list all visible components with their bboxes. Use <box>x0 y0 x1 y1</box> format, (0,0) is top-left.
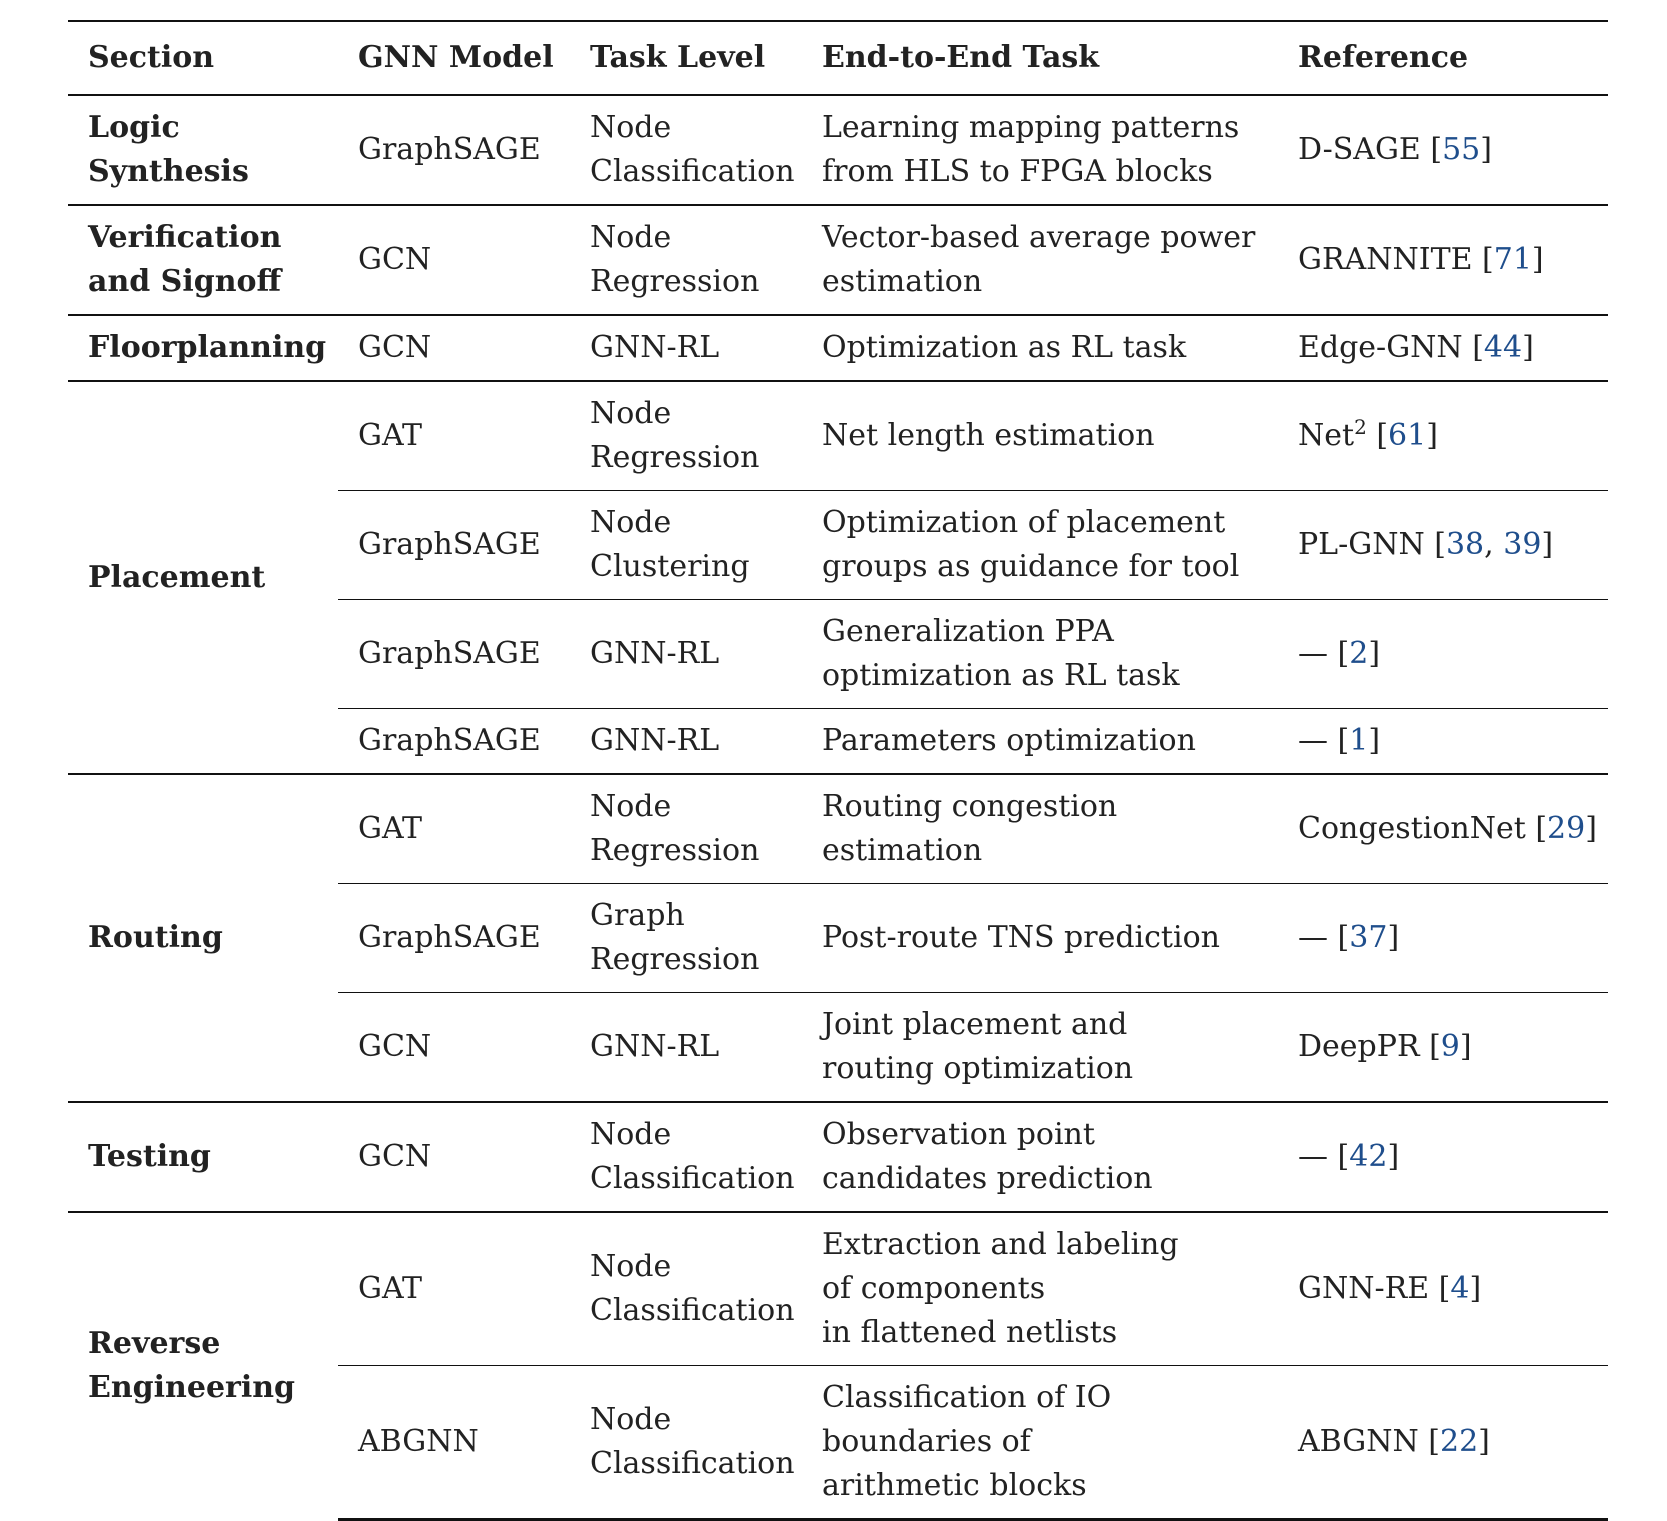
reference-name: PL-GNN <box>1298 527 1425 562</box>
table-row <box>68 95 1608 205</box>
section-label: Floorplanning <box>88 330 327 365</box>
section-cell <box>68 381 338 774</box>
header-reference: Reference <box>1298 40 1469 75</box>
section-label: Engineering <box>88 1370 296 1406</box>
table-row <box>68 774 1608 884</box>
section-label: Logic <box>88 110 180 145</box>
table-row <box>68 1212 1608 1366</box>
reference-name: CongestionNet <box>1298 811 1526 846</box>
task-level-text: Node <box>590 220 672 255</box>
task-text: Parameters optimization <box>822 723 1196 758</box>
end-to-end-task-cell <box>802 600 1278 709</box>
header-end-to-end-task: End-to-End Task <box>822 40 1100 75</box>
task-level-cell <box>570 315 802 381</box>
citation-link[interactable]: 44 <box>1483 330 1523 365</box>
section-label: Synthesis <box>88 154 249 189</box>
end-to-end-task-cell <box>802 1212 1278 1366</box>
end-to-end-task-cell <box>802 993 1278 1103</box>
task-level-cell <box>570 993 802 1103</box>
citation-link[interactable]: 39 <box>1503 527 1542 562</box>
section-cell <box>68 205 338 315</box>
task-level-text: Graph <box>590 898 685 933</box>
section-label: Reverse <box>88 1326 221 1362</box>
task-level-cell <box>570 774 802 884</box>
section-label: Placement <box>88 559 266 595</box>
task-level-text: Regression <box>590 440 760 475</box>
section-label: Routing <box>88 920 223 955</box>
table-row <box>68 315 1608 381</box>
reference-name: Edge-GNN <box>1298 330 1463 365</box>
reference-name: — <box>1298 636 1328 671</box>
reference-cell: PL-GNN [38, 39] <box>1278 491 1608 600</box>
task-level-cell <box>570 1212 802 1366</box>
end-to-end-task-cell <box>802 1102 1278 1212</box>
reference-name: DeepPR <box>1298 1029 1420 1064</box>
end-to-end-task-cell <box>802 95 1278 205</box>
reference-cell: Net$^2$ [61] <box>1278 381 1608 491</box>
task-text: routing optimization <box>822 1051 1134 1086</box>
task-level-cell <box>570 491 802 600</box>
table-row <box>68 205 1608 315</box>
task-level-text: Classification <box>590 154 795 189</box>
section-label: Verification <box>88 220 282 255</box>
reference-cell: ABGNN [22] <box>1278 1366 1608 1520</box>
header-task-level: Task Level <box>590 40 766 75</box>
end-to-end-task-cell <box>802 381 1278 491</box>
task-level-text: Classification <box>590 1446 795 1481</box>
citation-link[interactable]: 38 <box>1445 527 1485 562</box>
reference-name: — <box>1298 1139 1328 1174</box>
reference-name: ABGNN <box>1298 1424 1419 1459</box>
task-level-text: GNN-RL <box>590 330 720 365</box>
task-level-cell <box>570 600 802 709</box>
header-gnn-model: GNN Model <box>358 40 554 75</box>
task-text: Joint placement and <box>822 1007 1128 1042</box>
task-text: Post-route TNS prediction <box>822 920 1220 955</box>
end-to-end-task-cell <box>802 709 1278 775</box>
task-text: Observation point <box>822 1117 1095 1152</box>
task-level-cell <box>570 709 802 775</box>
gnn-model-cell: GraphSAGE <box>338 709 570 775</box>
task-text: Classification of IO <box>822 1380 1112 1415</box>
task-text: optimization as RL task <box>822 658 1180 693</box>
gnn-model-cell: GCN <box>338 1102 570 1212</box>
task-text: Generalization PPA <box>822 614 1114 649</box>
citation-link[interactable]: 71 <box>1493 242 1532 277</box>
task-level-cell <box>570 205 802 315</box>
task-level-text: Node <box>590 110 672 145</box>
citation-link[interactable]: 22 <box>1439 1424 1479 1459</box>
task-text: Optimization as RL task <box>822 330 1187 365</box>
section-cell <box>68 315 338 381</box>
citation-link[interactable]: 4 <box>1450 1271 1470 1306</box>
task-text: from HLS to FPGA blocks <box>822 154 1213 189</box>
task-level-text: GNN-RL <box>590 636 720 671</box>
citation-link[interactable]: 55 <box>1442 132 1481 167</box>
section-label: and Signoff <box>88 264 282 299</box>
task-level-text: Node <box>590 1249 672 1284</box>
task-level-cell <box>570 884 802 993</box>
section-cell <box>68 95 338 205</box>
table-container <box>68 20 1608 1521</box>
gnn-model-cell: GAT <box>338 381 570 491</box>
reference-name: — <box>1298 920 1328 955</box>
citation-link[interactable]: 61 <box>1388 418 1427 453</box>
reference-superscript: 2 <box>1354 415 1367 439</box>
gnn-model-cell: GraphSAGE <box>338 600 570 709</box>
reference-cell: GRANNITE [71] <box>1278 205 1608 315</box>
task-text: Vector-based average power <box>822 220 1256 255</box>
end-to-end-task-cell <box>802 205 1278 315</box>
reference-cell: — [42] <box>1278 1102 1608 1212</box>
task-level-text: Regression <box>590 264 760 299</box>
section-cell <box>68 1212 338 1520</box>
reference-cell: Edge-GNN [44] <box>1278 315 1608 381</box>
reference-cell: — [2] <box>1278 600 1608 709</box>
citation-link[interactable]: 29 <box>1547 811 1586 846</box>
task-level-text: Node <box>590 396 672 431</box>
header-section: Section <box>88 40 215 75</box>
end-to-end-task-cell <box>802 491 1278 600</box>
gnn-model-cell: ABGNN <box>338 1366 570 1520</box>
reference-cell: GNN-RE [4] <box>1278 1212 1608 1366</box>
task-level-text: GNN-RL <box>590 723 720 758</box>
gnn-model-cell: GAT <box>338 774 570 884</box>
task-level-cell <box>570 381 802 491</box>
gnn-model-cell: GAT <box>338 1212 570 1366</box>
reference-name: — <box>1298 723 1328 758</box>
section-cell <box>68 1102 338 1212</box>
task-level-text: Regression <box>590 942 760 977</box>
gnn-model-cell: GraphSAGE <box>338 95 570 205</box>
end-to-end-task-cell <box>802 315 1278 381</box>
citation-link[interactable]: 9 <box>1440 1029 1460 1064</box>
task-text: Routing congestion <box>822 789 1118 824</box>
citation-link[interactable]: 1 <box>1349 723 1369 758</box>
gnn-model-cell: GCN <box>338 993 570 1103</box>
table-row <box>68 1102 1608 1212</box>
table-body <box>68 95 1608 1520</box>
reference-cell: — [37] <box>1278 884 1608 993</box>
citation-link[interactable]: 42 <box>1349 1139 1388 1174</box>
task-text: Net length estimation <box>822 418 1155 453</box>
gnn-model-cell: GCN <box>338 315 570 381</box>
reference-cell: DeepPR [9] <box>1278 993 1608 1103</box>
reference-name: GNN-RE <box>1298 1271 1430 1306</box>
task-level-text: Node <box>590 505 672 540</box>
end-to-end-task-cell <box>802 1366 1278 1520</box>
task-text: estimation <box>822 833 983 868</box>
end-to-end-task-cell <box>802 774 1278 884</box>
gnn-eda-table <box>68 20 1608 1521</box>
citation-link[interactable]: 37 <box>1349 920 1388 955</box>
task-text: candidates prediction <box>822 1161 1153 1196</box>
task-level-text: GNN-RL <box>590 1029 720 1064</box>
task-level-text: Regression <box>590 833 760 868</box>
task-text: of components <box>822 1271 1046 1306</box>
task-text: arithmetic blocks <box>822 1468 1087 1503</box>
task-text: estimation <box>822 264 983 299</box>
gnn-model-cell: GCN <box>338 205 570 315</box>
section-cell <box>68 774 338 1102</box>
task-level-text: Node <box>590 1402 672 1437</box>
end-to-end-task-cell <box>802 884 1278 993</box>
reference-cell: CongestionNet [29] <box>1278 774 1608 884</box>
section-label: Testing <box>88 1139 211 1174</box>
reference-name: D-SAGE <box>1298 132 1421 167</box>
task-level-cell <box>570 1102 802 1212</box>
task-level-text: Node <box>590 1117 672 1152</box>
reference-cell: D-SAGE [55] <box>1278 95 1608 205</box>
task-level-text: Classification <box>590 1161 795 1196</box>
reference-name: Net <box>1298 418 1355 453</box>
header-row <box>68 21 1608 95</box>
task-text: Optimization of placement <box>822 505 1226 540</box>
reference-name: GRANNITE <box>1298 242 1473 277</box>
task-level-text: Node <box>590 789 672 824</box>
reference-cell: — [1] <box>1278 709 1608 775</box>
task-text: in flattened netlists <box>822 1315 1118 1350</box>
table-row <box>68 381 1608 491</box>
task-level-text: Clustering <box>590 549 750 584</box>
gnn-model-cell: GraphSAGE <box>338 884 570 993</box>
task-text: groups as guidance for tool <box>822 549 1240 584</box>
task-level-text: Classification <box>590 1293 795 1328</box>
task-text: Extraction and labeling <box>822 1227 1179 1262</box>
gnn-model-cell: GraphSAGE <box>338 491 570 600</box>
task-text: boundaries of <box>822 1424 1031 1459</box>
task-level-cell <box>570 95 802 205</box>
task-level-cell <box>570 1366 802 1520</box>
citation-link[interactable]: 2 <box>1349 636 1369 671</box>
task-text: Learning mapping patterns <box>822 110 1240 145</box>
